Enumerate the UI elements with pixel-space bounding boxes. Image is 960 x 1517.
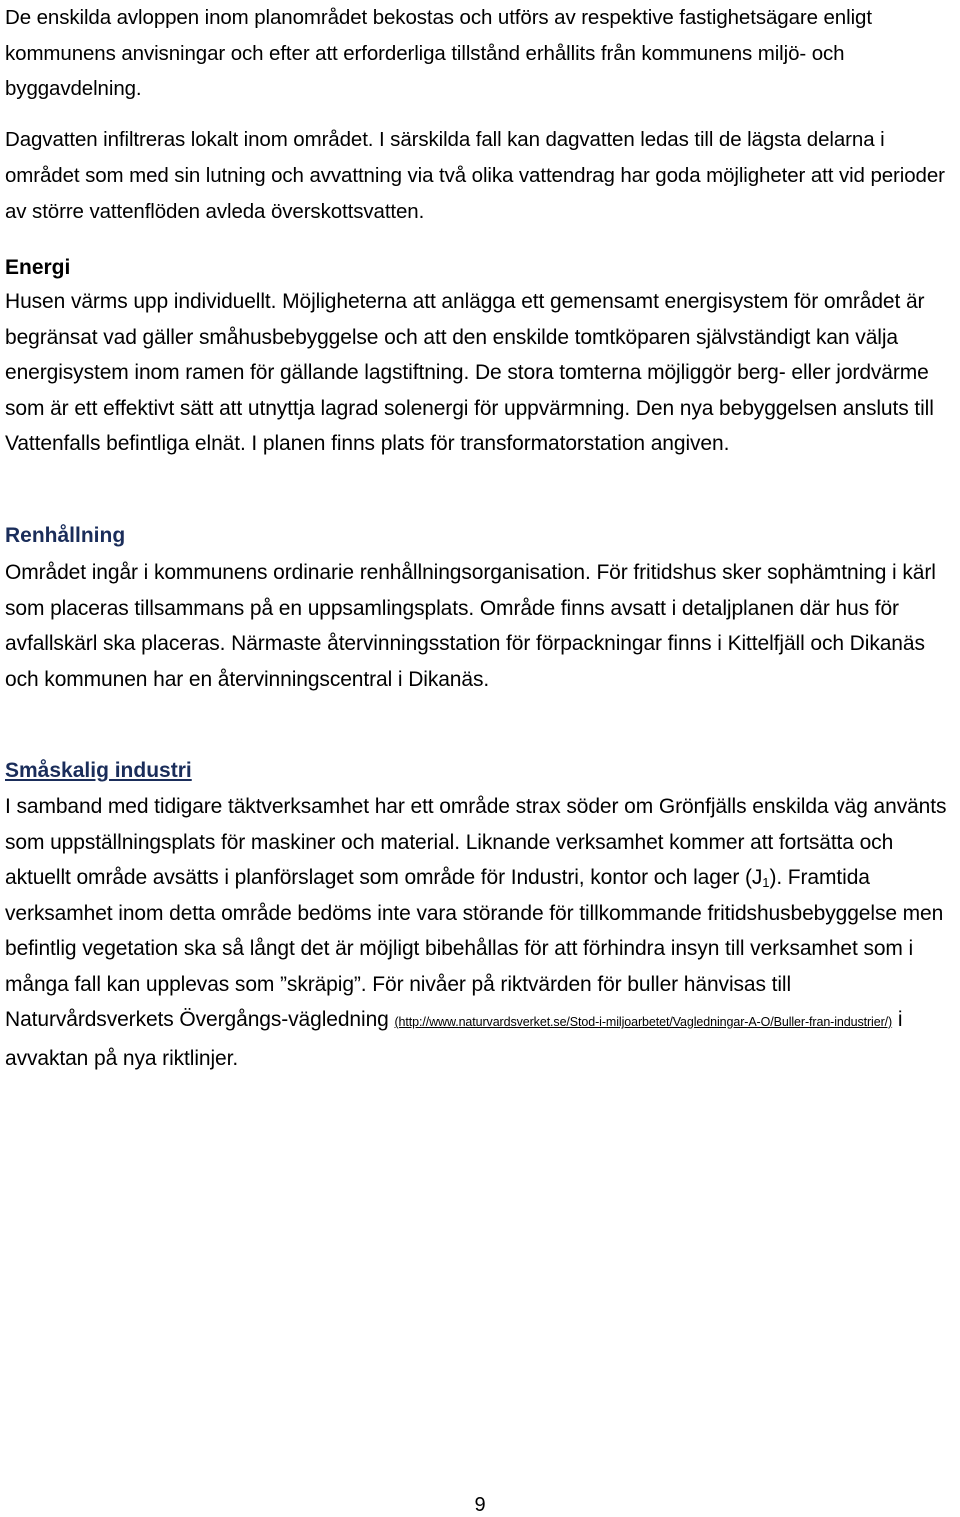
heading-energi: Energi	[5, 256, 71, 279]
industri-text-part2: ). Framtida verksamhet inom detta område bedöms inte vara störande för tillkommande fritidshusbebyggelse men befintlig vegetation ska så långt det är möjligt bibehållas för att förhindra insyn till verksamhet som i många fall kan upplevas som ”skräpig”. För nivåer på riktvärden för buller hänvisas till Naturvårdsverkets Övergångs-vägledning	[5, 866, 944, 1031]
paragraph-energi: Husen värms upp individuellt. Möjligheterna att anlägga ett gemensamt energisystem för området är begränsat vad gäller småhusbebyggelse och att den enskilde tomtköparen självständigt kan välja energisystem inom ramen för gällande lagstiftning. De stora tomterna möjliggör berg- eller jordvärme som är ett effektivt sätt att utnyttja lagrad solenergi för uppvärmning. Den nya bebyggelsen ansluts till Vattenfalls befintliga elnät. I planen finns plats för transformatorstation angiven.	[5, 290, 934, 455]
page-number: 9	[474, 1494, 486, 1516]
industri-text-part1: I samband med tidigare täktverksamhet har ett område strax söder om Grönfjälls enskilda väg använts som uppställningsplats för maskiner och material. Liknande verksamhet kommer att fortsätta och aktuellt område avsätts i planförslaget som område för Industri, kontor och lager (J	[5, 795, 947, 889]
paragraph-sewage: De enskilda avloppen inom planområdet bekostas och utförs av respektive fastighetsägare enligt kommunens anvisningar och efter att erforderliga tillstånd erhållits från kommunens miljö- och byggavdelning.	[5, 6, 872, 100]
zone-subscript: 1	[762, 875, 770, 890]
paragraph-renhallning: Området ingår i kommunens ordinarie renhållningsorganisation. För fritidshus sker sophämtning i kärl som placeras tillsammans på en uppsamlingsplats. Område finns avsatt i detaljplanen där hus för avfallskärl ska placeras. Närmaste återvinningsstation för förpackningar finns i Kittelfjäll och Dikanäs och kommunen har en återvinningscentral i Dikanäs.	[5, 561, 936, 691]
naturvardsverket-link[interactable]: (http://www.naturvardsverket.se/Stod-i-miljoarbetet/Vagledningar-A-O/Buller-fran-industrier/)	[394, 1015, 893, 1029]
paragraph-stormwater: Dagvatten infiltreras lokalt inom området. I särskilda fall kan dagvatten ledas till de lägsta delarna i området som med sin lutning och avvattning via två olika vattendrag har goda möjligheter att vid perioder av större vattenflöden avleda överskottsvatten.	[5, 128, 945, 223]
heading-smaskalig-industri: Småskalig industri	[5, 759, 192, 782]
paragraph-industri	[5, 789, 955, 1076]
industri-text-part3: i avvaktan på nya riktlinjer.	[5, 1008, 903, 1070]
heading-renhallning: Renhållning	[5, 524, 126, 547]
